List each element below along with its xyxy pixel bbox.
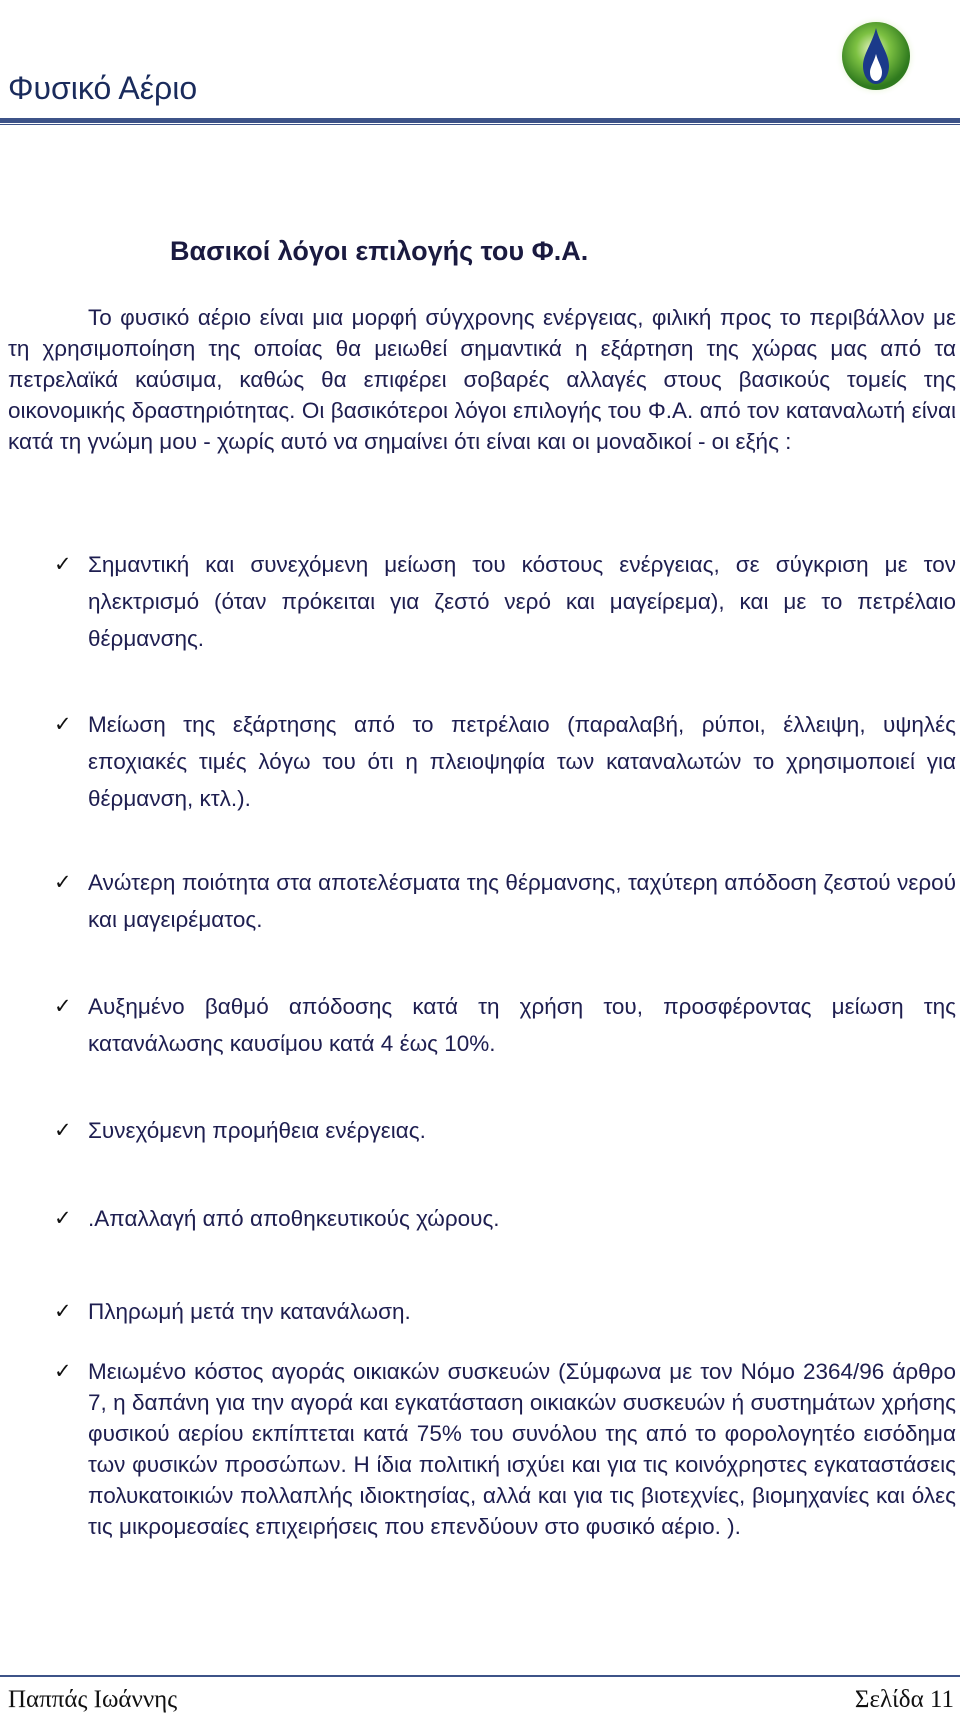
footer-author: Παππάς Ιωάννης	[8, 1686, 178, 1713]
list-item-text: Σημαντική και συνεχόμενη μείωση του κόστους ενέργειας, σε σύγκριση με τον ηλεκτρισμό (όταν πρόκειται για ζεστό νερό και μαγείρεμα), και με το πετρέλαιο θέρμανσης.	[88, 552, 956, 651]
footer-divider	[0, 1675, 960, 1677]
checkmark-icon: ✓	[54, 1118, 72, 1142]
intro-paragraph: Το φυσικό αέριο είναι μια μορφή σύγχρονης ενέργειας, φιλική προς το περιβάλλον με τη χρησιμοποίηση της οποίας θα μειωθεί σημαντικά η εξάρτηση της χώρας μας από τα πετρελαϊκά καύσιμα, καθώς θα επιφέρει σοβαρές αλλαγές στους βασικούς τομείς της οικονομικής δραστηριότητας. Οι βασικότεροι λόγοι επιλογής του Φ.Α. από τον καταναλωτή είναι κατά τη γνώμη μου - χωρίς αυτό να σημαίνει ότι είναι και οι μοναδικοί - οι εξής :	[8, 305, 956, 454]
list-item-text: Πληρωμή μετά την κατανάλωση.	[88, 1299, 411, 1324]
list-item	[54, 1112, 956, 1149]
list-item	[54, 988, 956, 1062]
list-item-text: Συνεχόμενη προμήθεια ενέργειας.	[88, 1118, 426, 1143]
list-item-text: Μειωμένο κόστος αγοράς οικιακών συσκευών (Σύμφωνα με τον Νόμο 2364/96 άρθρο 7, η δαπάνη για την αγορά και εγκατάσταση οικιακών συσκευών ή συστημάτων χρήσης φυσικού αερίου εκπίπτεται κατά 75% του συνόλου της από το φορολογητέο εισόδημα των φυσικών προσώπων. Η ίδια πολιτική ισχύει και για τις κοινόχρηστες εγκαταστάσεις πολυκατοικιών πολλαπλής ιδιοκτησίας, αλλά και για τις βιοτεχνίες, βιομηχανίες και όλες τις μικρομεσαίες επιχειρήσεις που επενδύουν στο φυσικό αέριο. ).	[88, 1359, 956, 1539]
list-item	[54, 1356, 956, 1542]
page-title: Φυσικό Αέριο	[8, 70, 198, 106]
list-item-text: .Απαλλαγή από αποθηκευτικούς χώρους.	[88, 1206, 500, 1231]
checkmark-icon: ✓	[54, 1299, 72, 1323]
list-item	[54, 864, 956, 938]
list-item	[54, 1293, 956, 1330]
list-item-text: Μείωση της εξάρτησης από το πετρέλαιο (παραλαβή, ρύποι, έλλειψη, υψηλές εποχιακές τιμές λόγω του ότι η πλειοψηφία των καταναλωτών το χρησιμοποιεί για θέρμανση, κτλ.).	[88, 712, 956, 811]
list-item	[54, 1200, 956, 1237]
list-item-text: Αυξημένο βαθμό απόδοσης κατά τη χρήση του, προσφέροντας μείωση της κατανάλωσης καυσίμου κατά 4 έως 10%.	[88, 994, 956, 1056]
page-number: Σελίδα 11	[854, 1686, 954, 1713]
checkmark-icon: ✓	[54, 712, 72, 736]
checkmark-icon: ✓	[54, 870, 72, 894]
checkmark-icon: ✓	[54, 552, 72, 576]
gas-flame-logo-icon	[834, 14, 918, 98]
section-heading: Βασικοί λόγοι επιλογής του Φ.Α.	[170, 236, 589, 266]
checkmark-icon: ✓	[54, 1206, 72, 1230]
header-divider	[0, 118, 960, 126]
list-item-text: Ανώτερη ποιότητα στα αποτελέσματα της θέρμανσης, ταχύτερη απόδοση ζεστού νερού και μαγειρέματος.	[88, 870, 956, 932]
list-item	[54, 706, 956, 817]
checkmark-icon: ✓	[54, 994, 72, 1018]
checkmark-icon: ✓	[54, 1359, 72, 1383]
list-item	[54, 546, 956, 657]
